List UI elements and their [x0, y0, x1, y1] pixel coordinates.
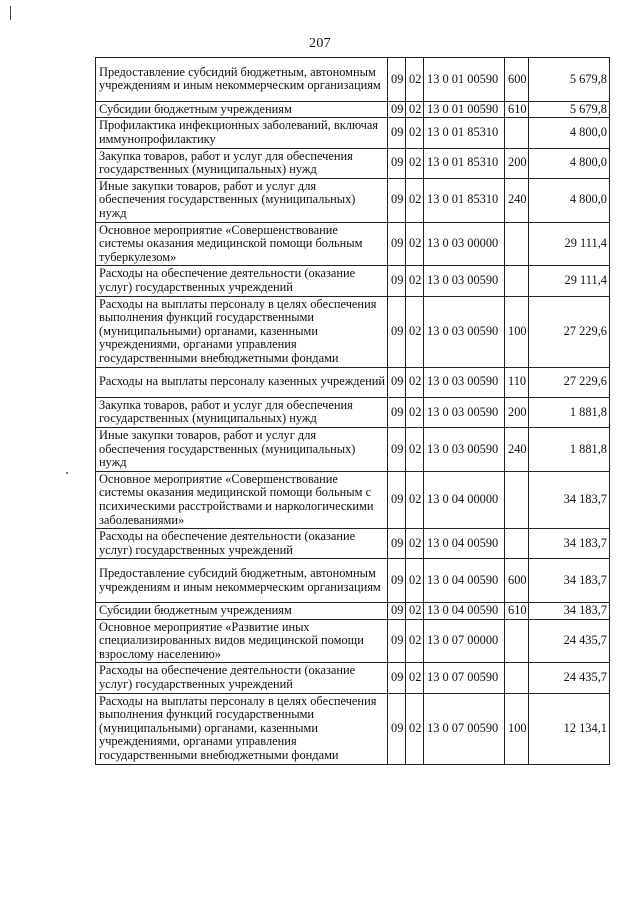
- table-row: [96, 693, 610, 764]
- row-name: Расходы на обеспечение деятельности (оказание услуг) государственных учреждений: [96, 266, 388, 296]
- row-target-article: 13 0 07 00590: [424, 693, 505, 764]
- row-section-code: 09: [388, 266, 406, 296]
- row-amount: 4 800,0: [529, 118, 610, 148]
- row-name: Профилактика инфекционных заболеваний, включая иммунопрофилактику: [96, 118, 388, 148]
- budget-table-body: [96, 58, 610, 765]
- row-section-code: 09: [388, 663, 406, 693]
- row-subsection-code: 02: [406, 266, 424, 296]
- row-amount: 4 800,0: [529, 178, 610, 222]
- row-target-article: 13 0 01 85310: [424, 178, 505, 222]
- row-subsection-code: 02: [406, 427, 424, 471]
- row-subsection-code: 02: [406, 663, 424, 693]
- row-target-article: 13 0 03 00590: [424, 266, 505, 296]
- row-amount: 1 881,8: [529, 427, 610, 471]
- row-expense-type: 610: [505, 603, 529, 620]
- row-expense-type: [505, 222, 529, 266]
- row-name: Расходы на выплаты персоналу в целях обеспечения выполнения функций государственными (муниципальными) органами, казенными учреждениями, органами управления государственными внебюджетными фондами: [96, 296, 388, 367]
- row-section-code: 09: [388, 148, 406, 178]
- table-row: [96, 619, 610, 663]
- row-name: Иные закупки товаров, работ и услуг для обеспечения государственных (муниципальных) нужд: [96, 178, 388, 222]
- row-subsection-code: 02: [406, 471, 424, 528]
- row-subsection-code: 02: [406, 619, 424, 663]
- row-amount: 34 183,7: [529, 559, 610, 603]
- row-amount: 27 229,6: [529, 296, 610, 367]
- row-target-article: 13 0 03 00590: [424, 427, 505, 471]
- row-subsection-code: 02: [406, 222, 424, 266]
- row-name: Основное мероприятие «Совершенствование системы оказания медицинской помощи больным туберкулезом»: [96, 222, 388, 266]
- row-expense-type: [505, 619, 529, 663]
- row-section-code: 09: [388, 603, 406, 620]
- page-number: 207: [309, 36, 331, 51]
- row-target-article: 13 0 04 00590: [424, 603, 505, 620]
- row-amount: 29 111,4: [529, 222, 610, 266]
- row-target-article: 13 0 03 00590: [424, 296, 505, 367]
- row-expense-type: 100: [505, 296, 529, 367]
- table-row: [96, 663, 610, 693]
- row-subsection-code: 02: [406, 559, 424, 603]
- scan-speck: [66, 472, 68, 474]
- row-name: Предоставление субсидий бюджетным, автономным учреждениям и иным некоммерческим организациям: [96, 559, 388, 603]
- row-subsection-code: 02: [406, 296, 424, 367]
- row-expense-type: 610: [505, 101, 529, 118]
- row-amount: 24 435,7: [529, 663, 610, 693]
- row-amount: 5 679,8: [529, 58, 610, 102]
- row-target-article: 13 0 01 00590: [424, 101, 505, 118]
- row-expense-type: [505, 663, 529, 693]
- row-expense-type: 200: [505, 148, 529, 178]
- row-subsection-code: 02: [406, 118, 424, 148]
- row-section-code: 09: [388, 397, 406, 427]
- row-name: Закупка товаров, работ и услуг для обеспечения государственных (муниципальных) нужд: [96, 148, 388, 178]
- row-section-code: 09: [388, 427, 406, 471]
- row-amount: 5 679,8: [529, 101, 610, 118]
- scan-edge-mark: [10, 6, 11, 20]
- row-target-article: 13 0 01 85310: [424, 118, 505, 148]
- row-section-code: 09: [388, 559, 406, 603]
- table-row: [96, 471, 610, 528]
- row-target-article: 13 0 04 00000: [424, 471, 505, 528]
- row-target-article: 13 0 04 00590: [424, 559, 505, 603]
- row-amount: 12 134,1: [529, 693, 610, 764]
- row-subsection-code: 02: [406, 529, 424, 559]
- budget-table: [95, 57, 610, 765]
- row-section-code: 09: [388, 296, 406, 367]
- row-amount: 4 800,0: [529, 148, 610, 178]
- row-amount: 24 435,7: [529, 619, 610, 663]
- row-section-code: 09: [388, 101, 406, 118]
- table-row: [96, 101, 610, 118]
- row-expense-type: 240: [505, 178, 529, 222]
- row-section-code: 09: [388, 58, 406, 102]
- table-row: [96, 529, 610, 559]
- row-expense-type: 600: [505, 559, 529, 603]
- row-section-code: 09: [388, 693, 406, 764]
- row-name: Расходы на обеспечение деятельности (оказание услуг) государственных учреждений: [96, 529, 388, 559]
- row-name: Расходы на обеспечение деятельности (оказание услуг) государственных учреждений: [96, 663, 388, 693]
- table-row: [96, 397, 610, 427]
- table-row: [96, 178, 610, 222]
- row-expense-type: 240: [505, 427, 529, 471]
- row-section-code: 09: [388, 471, 406, 528]
- row-name: Основное мероприятие «Развитие иных специализированных видов медицинской помощи взрослому населению»: [96, 619, 388, 663]
- table-row: [96, 367, 610, 397]
- row-subsection-code: 02: [406, 603, 424, 620]
- table-row: [96, 222, 610, 266]
- row-name: Предоставление субсидий бюджетным, автономным учреждениям и иным некоммерческим организациям: [96, 58, 388, 102]
- row-amount: 34 183,7: [529, 603, 610, 620]
- row-subsection-code: 02: [406, 693, 424, 764]
- row-amount: 27 229,6: [529, 367, 610, 397]
- row-expense-type: 200: [505, 397, 529, 427]
- row-amount: 1 881,8: [529, 397, 610, 427]
- table-row: [96, 266, 610, 296]
- row-target-article: 13 0 01 00590: [424, 58, 505, 102]
- row-section-code: 09: [388, 178, 406, 222]
- row-target-article: 13 0 03 00590: [424, 397, 505, 427]
- table-row: [96, 118, 610, 148]
- table-row: [96, 559, 610, 603]
- row-expense-type: [505, 471, 529, 528]
- row-subsection-code: 02: [406, 148, 424, 178]
- row-subsection-code: 02: [406, 58, 424, 102]
- row-expense-type: 600: [505, 58, 529, 102]
- row-amount: 34 183,7: [529, 471, 610, 528]
- row-section-code: 09: [388, 367, 406, 397]
- row-target-article: 13 0 01 85310: [424, 148, 505, 178]
- row-expense-type: [505, 266, 529, 296]
- table-row: [96, 296, 610, 367]
- row-target-article: 13 0 04 00590: [424, 529, 505, 559]
- row-section-code: 09: [388, 529, 406, 559]
- row-name: Расходы на выплаты персоналу в целях обеспечения выполнения функций государственными (муниципальными) органами, казенными учреждениями, органами управления государственными внебюджетными фондами: [96, 693, 388, 764]
- row-section-code: 09: [388, 118, 406, 148]
- row-expense-type: [505, 529, 529, 559]
- row-subsection-code: 02: [406, 367, 424, 397]
- row-section-code: 09: [388, 222, 406, 266]
- row-target-article: 13 0 03 00590: [424, 367, 505, 397]
- table-row: [96, 148, 610, 178]
- row-target-article: 13 0 03 00000: [424, 222, 505, 266]
- row-name: Основное мероприятие «Совершенствование системы оказания медицинской помощи больным с психическими расстройствами и наркологическими заболеваниями»: [96, 471, 388, 528]
- row-target-article: 13 0 07 00000: [424, 619, 505, 663]
- row-target-article: 13 0 07 00590: [424, 663, 505, 693]
- row-name: Субсидии бюджетным учреждениям: [96, 603, 388, 620]
- row-expense-type: 110: [505, 367, 529, 397]
- row-subsection-code: 02: [406, 397, 424, 427]
- table-row: [96, 427, 610, 471]
- row-subsection-code: 02: [406, 101, 424, 118]
- row-amount: 34 183,7: [529, 529, 610, 559]
- row-amount: 29 111,4: [529, 266, 610, 296]
- row-name: Расходы на выплаты персоналу казенных учреждений: [96, 367, 388, 397]
- table-row: [96, 58, 610, 102]
- table-row: [96, 603, 610, 620]
- row-expense-type: 100: [505, 693, 529, 764]
- row-expense-type: [505, 118, 529, 148]
- row-name: Субсидии бюджетным учреждениям: [96, 101, 388, 118]
- row-name: Закупка товаров, работ и услуг для обеспечения государственных (муниципальных) нужд: [96, 397, 388, 427]
- row-subsection-code: 02: [406, 178, 424, 222]
- row-section-code: 09: [388, 619, 406, 663]
- row-name: Иные закупки товаров, работ и услуг для обеспечения государственных (муниципальных) нужд: [96, 427, 388, 471]
